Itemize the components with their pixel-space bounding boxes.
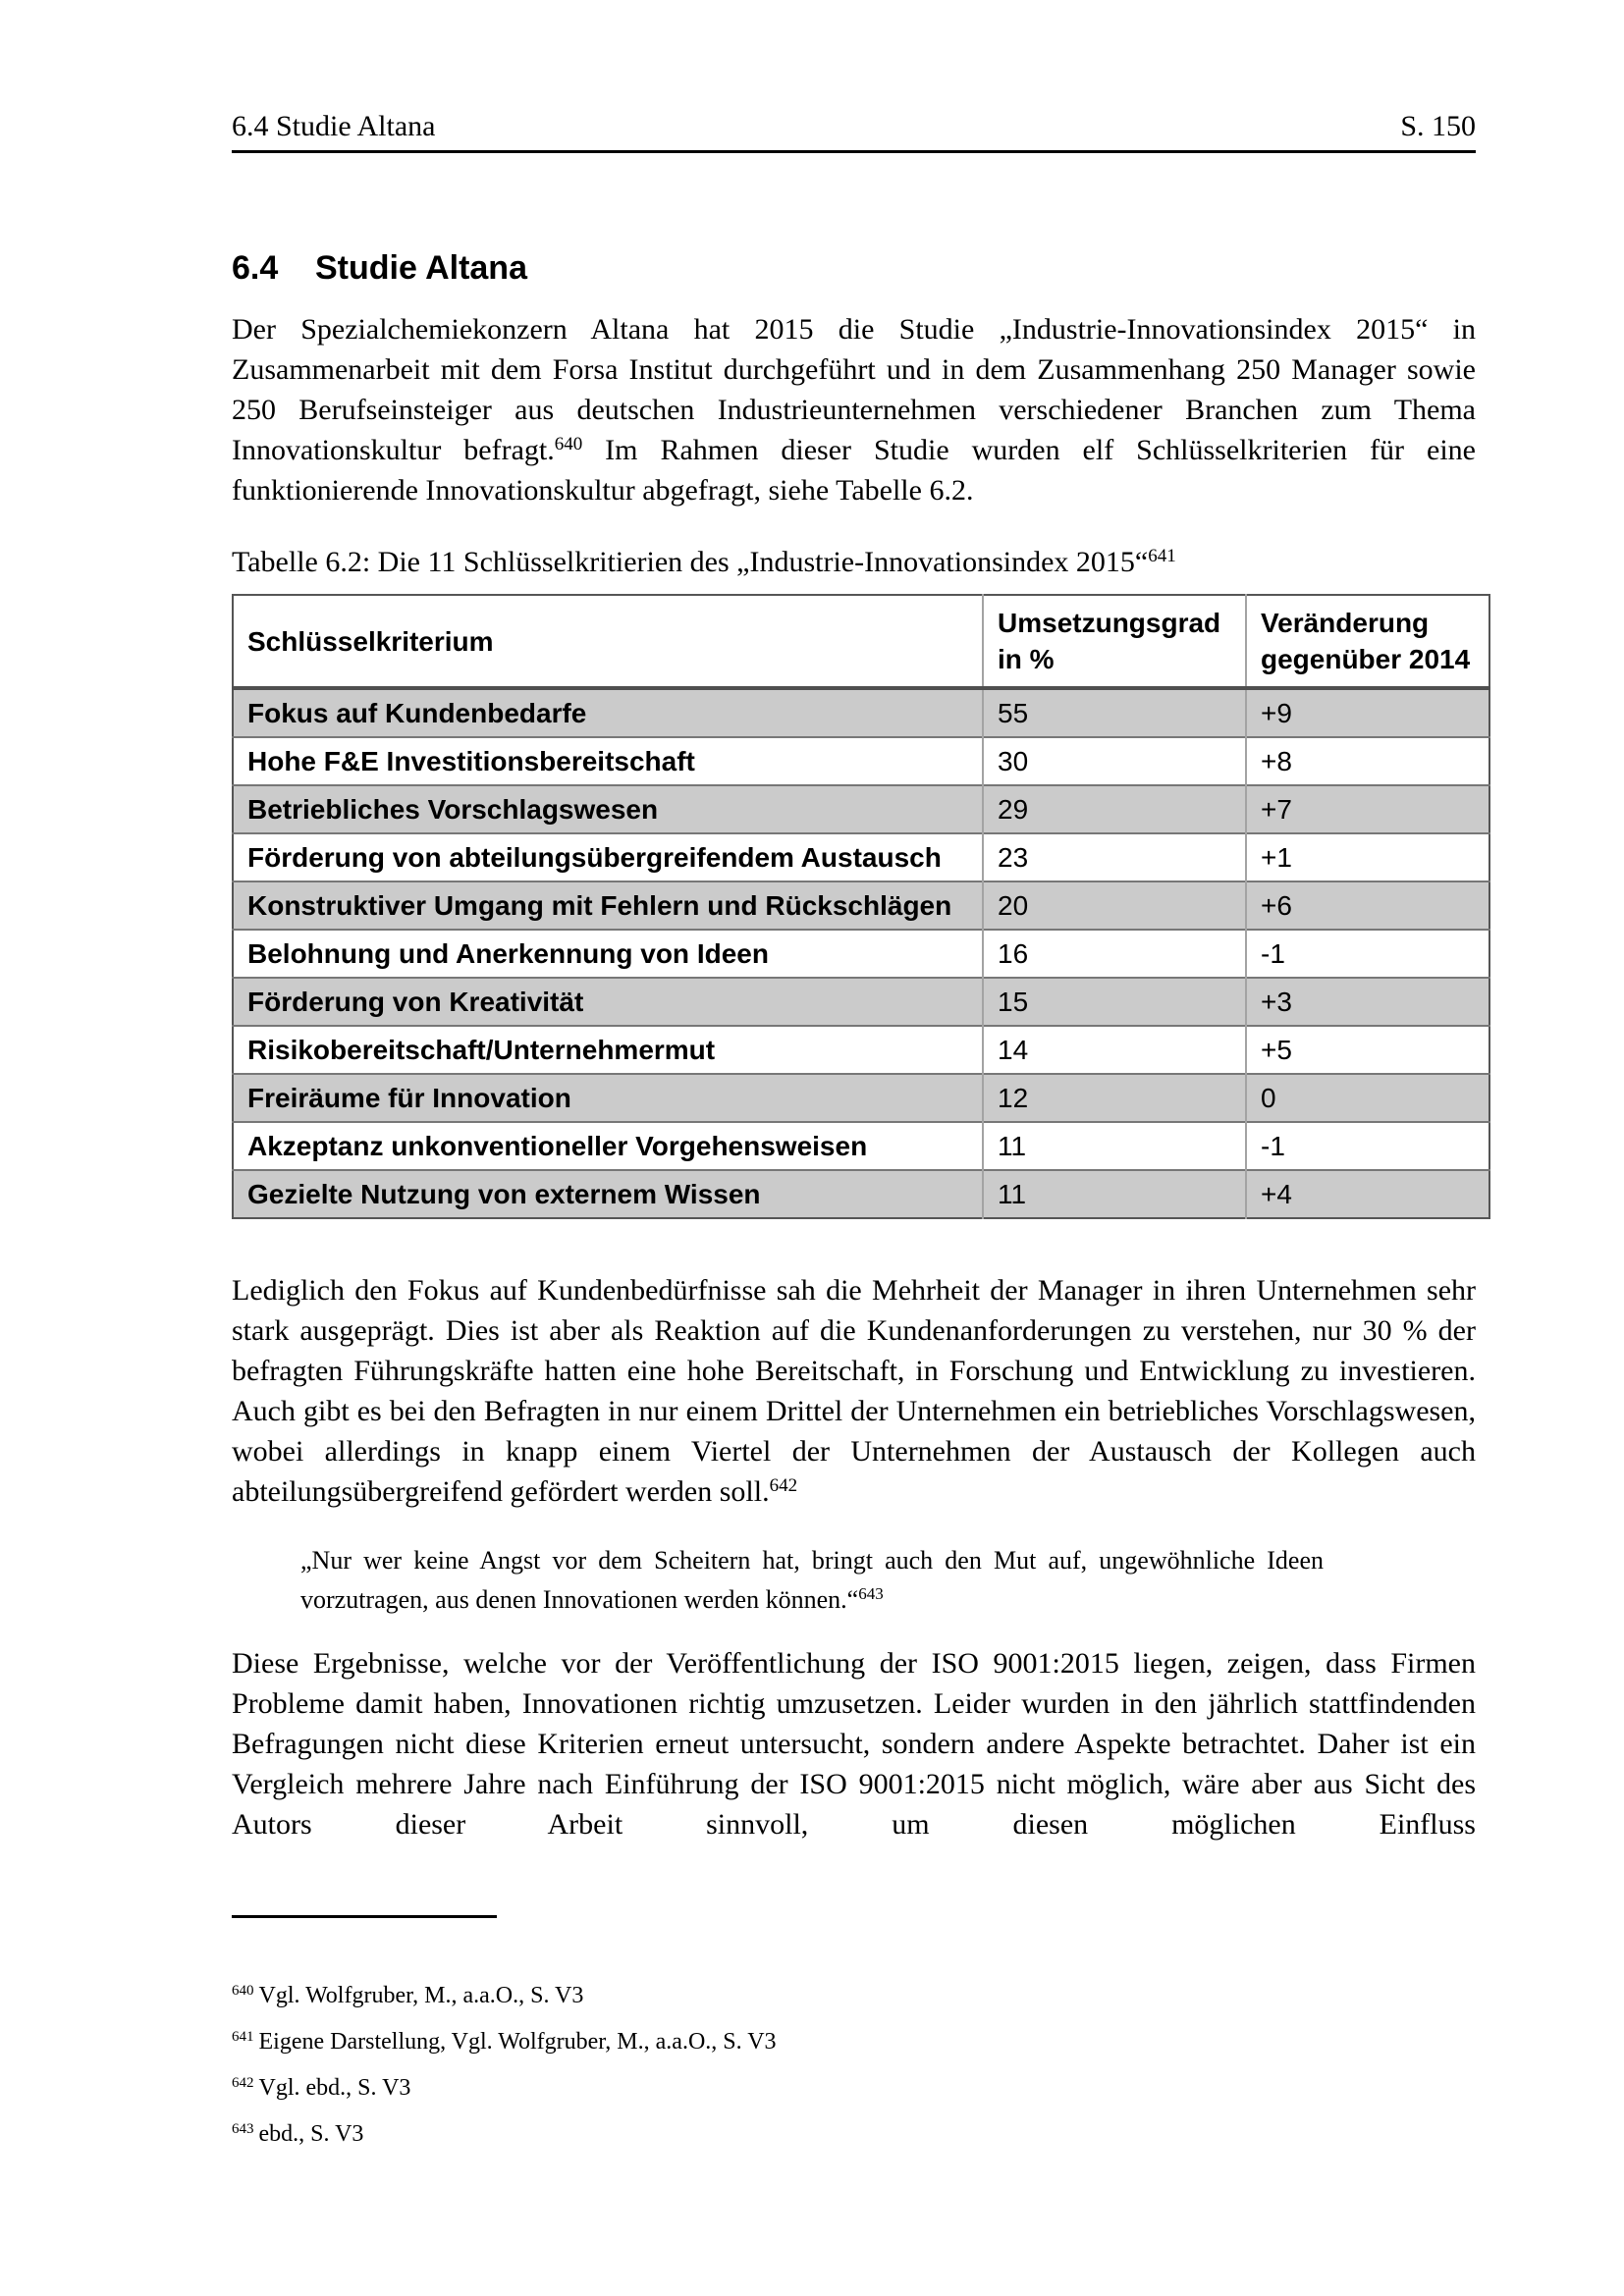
footnote-item	[232, 2019, 1476, 2065]
table-row	[233, 688, 1489, 737]
key-criteria-table	[232, 594, 1490, 1219]
footnote-item	[232, 2111, 1476, 2158]
table-row	[233, 1170, 1489, 1218]
footnote-item	[232, 2065, 1476, 2111]
change-cell: +8	[1246, 737, 1489, 785]
change-cell: +6	[1246, 881, 1489, 930]
paragraph-conclusion-text: Diese Ergebnisse, welche vor der Veröffentlichung der ISO 9001:2015 liegen, zeigen, dass Firmen Probleme damit haben, Innovationen richtig umzusetzen. Leider wurden in den jährlich stattfindenden Befragungen nicht diese Kriterien erneut untersucht, sondern andere Aspekte betrachtet. Daher ist ein Vergleich mehrere Jahre nach Einführung der ISO 9001:2015 nicht möglich, wäre aber aus Sicht des Autors dieser Arbeit sinnvoll, um diesen möglichen Einfluss	[232, 1647, 1476, 1841]
table-row	[233, 1074, 1489, 1122]
grad-cell: 16	[983, 930, 1246, 978]
table-row	[233, 1026, 1489, 1074]
grad-cell: 20	[983, 881, 1246, 930]
grad-cell: 55	[983, 688, 1246, 737]
table-header-row	[233, 595, 1489, 688]
running-header-section: 6.4 Studie Altana	[232, 110, 436, 142]
grad-cell: 11	[983, 1122, 1246, 1170]
criterion-cell: Akzeptanz unkonventioneller Vorgehensweisen	[233, 1122, 983, 1170]
footnote-ref-641: 641	[1148, 546, 1176, 566]
table-row	[233, 785, 1489, 833]
table-row	[233, 881, 1489, 930]
table-row	[233, 930, 1489, 978]
criterion-cell: Risikobereitschaft/Unternehmermut	[233, 1026, 983, 1074]
paragraph-conclusion	[232, 1643, 1476, 1844]
table-row	[233, 737, 1489, 785]
criterion-cell: Konstruktiver Umgang mit Fehlern und Rückschlägen	[233, 881, 983, 930]
paragraph-analysis	[232, 1270, 1476, 1512]
quotation-text: „Nur wer keine Angst vor dem Scheitern hat, bringt auch den Mut auf, ungewöhnliche Ideen vorzutragen, aus denen Innovationen werden können.“	[300, 1546, 1324, 1614]
paragraph-intro	[232, 309, 1476, 510]
change-cell: 0	[1246, 1074, 1489, 1122]
footnote-number: 641	[232, 2029, 254, 2045]
table-row	[233, 1122, 1489, 1170]
paragraph-intro-text: Der Spezialchemiekonzern Altana hat 2015 die Studie „Industrie-Innovationsindex 2015“ in Zusammenarbeit mit dem Forsa Institut durchgeführt und in dem Zusammenhang 250 Manager sowie 250 Berufseinsteiger aus deutschen Industrieunternehmen verschiedener Branchen zum Thema Innovationskultur befragt.	[232, 313, 1476, 466]
paragraph-intro-text-cont: Im Rahmen dieser Studie wurden elf Schlüsselkriterien für eine funktionierende Innovationskultur abgefragt, siehe Tabelle 6.2.	[232, 434, 1476, 507]
change-cell: +5	[1246, 1026, 1489, 1074]
col-header-implementation: Umsetzungsgrad in %	[983, 595, 1246, 688]
footnote-number: 640	[232, 1983, 254, 1999]
change-cell: +7	[1246, 785, 1489, 833]
change-cell: +1	[1246, 833, 1489, 881]
table-caption-text: Tabelle 6.2: Die 11 Schlüsselkritierien des „Industrie-Innovationsindex 2015“	[232, 546, 1149, 578]
footnote-separator	[232, 1915, 497, 1918]
criterion-cell: Belohnung und Anerkennung von Ideen	[233, 930, 983, 978]
table-row	[233, 978, 1489, 1026]
change-cell: +4	[1246, 1170, 1489, 1218]
change-cell: +3	[1246, 978, 1489, 1026]
footnote-text: Vgl. ebd., S. V3	[258, 2075, 411, 2101]
quotation	[300, 1541, 1324, 1620]
grad-cell: 11	[983, 1170, 1246, 1218]
grad-cell: 23	[983, 833, 1246, 881]
criterion-cell: Hohe F&E Investitionsbereitschaft	[233, 737, 983, 785]
page-header	[232, 110, 1476, 153]
footnote-item	[232, 1973, 1476, 2019]
table-row	[233, 833, 1489, 881]
grad-cell: 12	[983, 1074, 1246, 1122]
footnote-number: 643	[232, 2121, 254, 2137]
running-header-page-number: S. 150	[1400, 110, 1476, 142]
criterion-cell: Freiräume für Innovation	[233, 1074, 983, 1122]
grad-cell: 15	[983, 978, 1246, 1026]
criterion-cell: Förderung von Kreativität	[233, 978, 983, 1026]
footnotes	[232, 1973, 1476, 2158]
criterion-cell: Fokus auf Kundenbedarfe	[233, 688, 983, 737]
change-cell: +9	[1246, 688, 1489, 737]
criterion-cell: Gezielte Nutzung von externem Wissen	[233, 1170, 983, 1218]
section-heading	[232, 246, 1476, 290]
footnote-ref-640: 640	[554, 434, 583, 454]
footnote-ref-642: 642	[769, 1475, 798, 1496]
running-header	[232, 110, 1476, 143]
criterion-cell: Förderung von abteilungsübergreifendem Austausch	[233, 833, 983, 881]
section-title-text: Studie Altana	[315, 249, 527, 287]
grad-cell: 30	[983, 737, 1246, 785]
footnote-text: Eigene Darstellung, Vgl. Wolfgruber, M., a.a.O., S. V3	[258, 2029, 777, 2055]
paragraph-analysis-text: Lediglich den Fokus auf Kundenbedürfnisse sah die Mehrheit der Manager in ihren Unternehmen sehr stark ausgeprägt. Dies ist aber als Reaktion auf die Kundenanforderungen zu verstehen, nur 30 % der befragten Führungskräfte hatten eine hohe Bereitschaft, in Forschung und Entwicklung zu investieren. Auch gibt es bei den Befragten in nur einem Drittel der Unternehmen ein betriebliches Vorschlagswesen, wobei allerdings in knapp einem Viertel der Unternehmen der Austausch der Kollegen auch abteilungsübergreifend gefördert werden soll.	[232, 1274, 1476, 1508]
table-caption	[232, 542, 1476, 582]
criterion-cell: Betriebliches Vorschlagswesen	[233, 785, 983, 833]
col-header-change: Veränderung gegenüber 2014	[1246, 595, 1489, 688]
grad-cell: 14	[983, 1026, 1246, 1074]
footnote-ref-643: 643	[858, 1584, 884, 1603]
col-header-criterion: Schlüsselkriterium	[233, 595, 983, 688]
change-cell: -1	[1246, 1122, 1489, 1170]
grad-cell: 29	[983, 785, 1246, 833]
change-cell: -1	[1246, 930, 1489, 978]
footnote-number: 642	[232, 2075, 254, 2091]
footnote-text: Vgl. Wolfgruber, M., a.a.O., S. V3	[258, 1983, 584, 2008]
section-number: 6.4	[232, 249, 279, 287]
header-rule	[232, 150, 1476, 153]
footnote-text: ebd., S. V3	[258, 2121, 364, 2147]
